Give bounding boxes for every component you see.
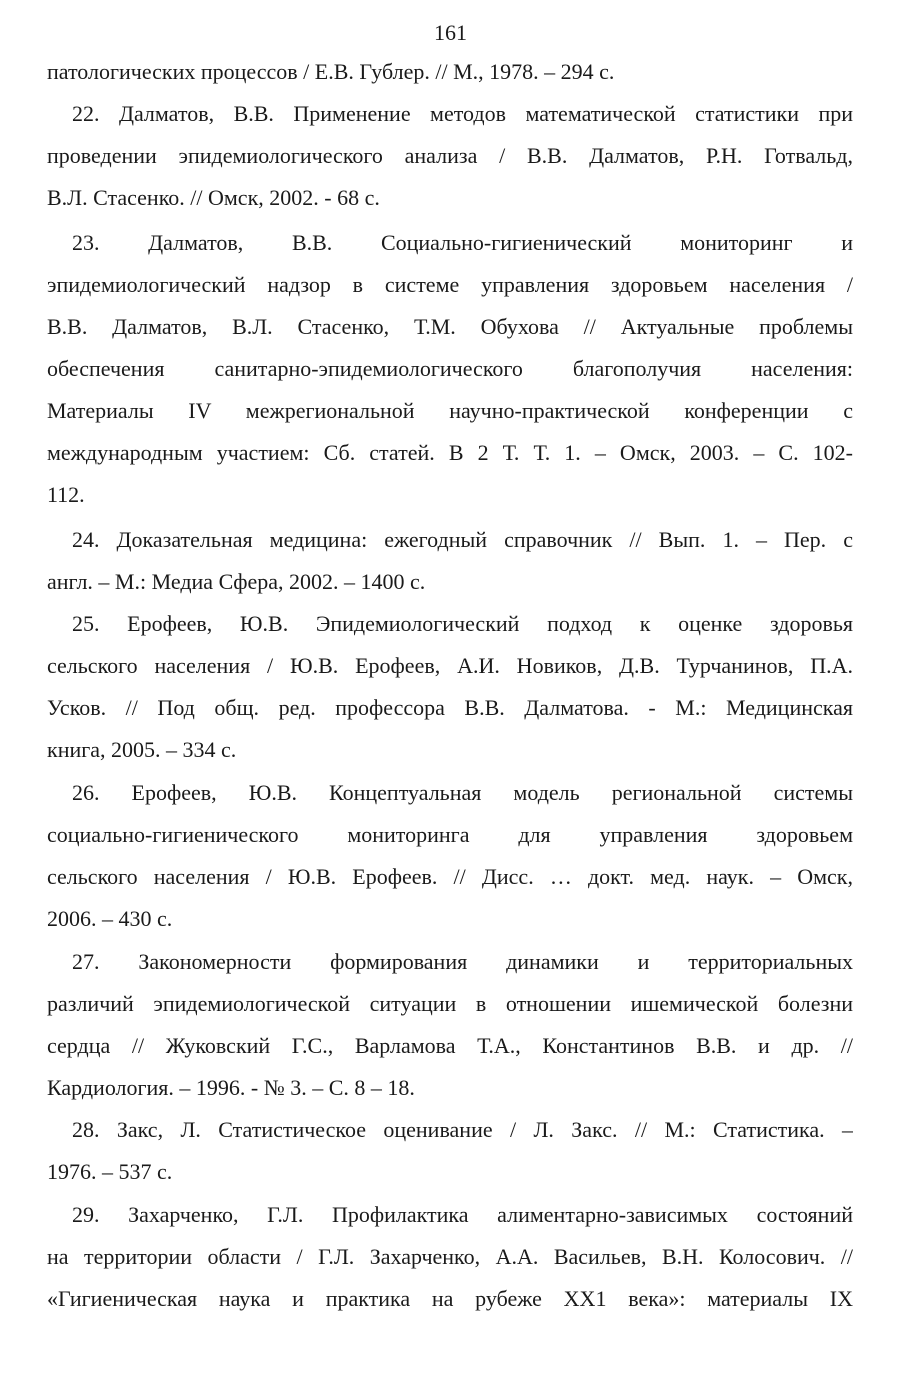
text-line: 112. (47, 482, 85, 507)
text-line: проведении эпидемиологического анализа / В.В. Далматов, Р.Н. Готвальд, (47, 143, 853, 168)
text-line: международным участием: Сб. статей. В 2 Т. Т. 1. – Омск, 2003. – С. 102- (47, 440, 853, 465)
text-line: эпидемиологический надзор в системе управления здоровьем населения / (47, 272, 853, 297)
text-line: 24. Доказательная медицина: ежегодный справочник // Вып. 1. – Пер. с (72, 527, 853, 552)
text-line: 22. Далматов, В.В. Применение методов математической статистики при (72, 101, 853, 126)
text-line: различий эпидемиологической ситуации в отношении ишемической болезни (47, 991, 853, 1016)
text-line: 23. Далматов, В.В. Социально-гигиенический мониторинг и (72, 230, 853, 255)
text-line: 26. Ерофеев, Ю.В. Концептуальная модель региональной системы (72, 780, 853, 805)
text-line: на территории области / Г.Л. Захарченко, А.А. Васильев, В.Н. Колосович. // (47, 1244, 853, 1269)
text-line: Усков. // Под общ. ред. профессора В.В. Далматова. - М.: Медицинская (47, 695, 853, 720)
text-line: англ. – М.: Медиа Сфера, 2002. – 1400 с. (47, 569, 426, 594)
text-line: патологических процессов / Е.В. Гублер. // М., 1978. – 294 с. (47, 59, 615, 84)
text-line: сердца // Жуковский Г.С., Варламова Т.А., Константинов В.В. и др. // (47, 1033, 853, 1058)
text-line: сельского населения / Ю.В. Ерофеев, А.И. Новиков, Д.В. Турчанинов, П.А. (47, 653, 853, 678)
text-line: 25. Ерофеев, Ю.В. Эпидемиологический подход к оценке здоровья (72, 611, 853, 636)
text-line: В.В. Далматов, В.Л. Стасенко, Т.М. Обухова // Актуальные проблемы (47, 314, 853, 339)
text-line: 2006. – 430 с. (47, 906, 173, 931)
text-line: Материалы IV межрегиональной научно-практической конференции с (47, 398, 853, 423)
text-line: Кардиология. – 1996. - № 3. – С. 8 – 18. (47, 1075, 415, 1100)
text-line: 29. Захарченко, Г.Л. Профилактика алиментарно-зависимых состояний (72, 1202, 853, 1227)
text-line: В.Л. Стасенко. // Омск, 2002. - 68 с. (47, 185, 380, 210)
text-line: книга, 2005. – 334 с. (47, 737, 237, 762)
text-line: 27. Закономерности формирования динамики и территориальных (72, 949, 853, 974)
text-line: 1976. – 537 с. (47, 1159, 173, 1184)
text-line: сельского населения / Ю.В. Ерофеев. // Дисс. … докт. мед. наук. – Омск, (47, 864, 853, 889)
text-line: 28. Закс, Л. Статистическое оценивание / Л. Закс. // М.: Статистика. – (72, 1117, 853, 1142)
text-line: социально-гигиенического мониторинга для управления здоровьем (47, 822, 853, 847)
page-number: 161 (434, 20, 467, 45)
text-line: «Гигиеническая наука и практика на рубеже XX1 века»: материалы IX (47, 1286, 853, 1311)
text-line: обеспечения санитарно-эпидемиологического благополучия населения: (47, 356, 853, 381)
